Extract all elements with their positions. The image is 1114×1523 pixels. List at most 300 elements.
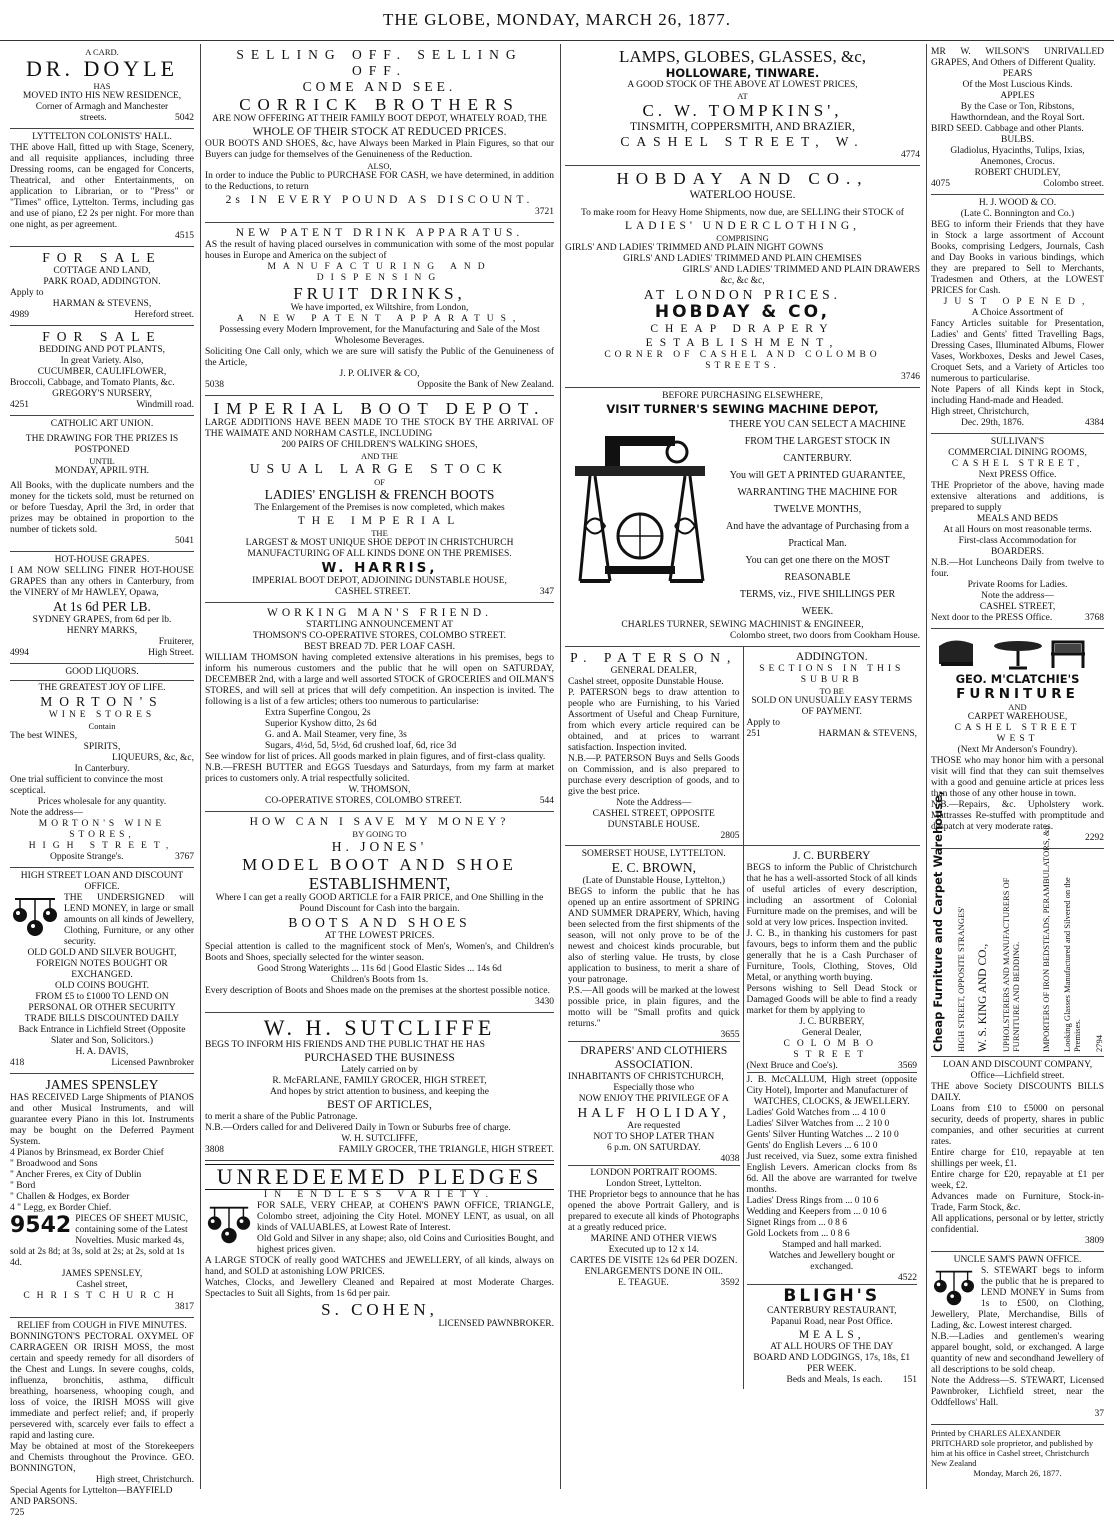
ad-text: Children's Boots from 1s. <box>330 975 429 985</box>
ad-text: to merit a share of the Public Patronage. <box>205 1112 358 1122</box>
ad-text: MOVED INTO HIS NEW RESIDENCE, <box>22 91 182 101</box>
ad-title: HOBDAY AND CO., <box>616 169 869 188</box>
ad-body: J. B. McCALLUM, High street (opposite City Hotel), Importer and Manufacturer of <box>746 1075 917 1096</box>
ad-text: ENLARGEMENTS DONE IN OIL. <box>584 1267 723 1277</box>
ad-text: CASHEL STREET. <box>335 587 411 597</box>
ad-text: STARTLING ANNOUNCEMENT AT <box>306 620 453 630</box>
ad-cough-relief <box>10 1318 194 1523</box>
ad-number: 4515 <box>175 231 194 241</box>
ad-body: THOSE who may honor him with a personal visit will find that they can suit themselves with a good and genuine article at prices less than those of any other house in town. <box>931 756 1104 799</box>
ad-number: 5041 <box>175 536 194 546</box>
ad-title: JAMES SPENSLEY <box>45 1077 159 1092</box>
ad-text: FROM £5 to £1000 TO LEND ON PERSONAL OR OTHER SECURITY <box>28 992 176 1013</box>
ad-hobday <box>565 166 920 388</box>
ad-brown <box>568 849 740 1041</box>
ad-title: FOR SALE <box>42 250 162 265</box>
ad-text: SYDNEY GRAPES, from 6d per lb. <box>32 615 172 625</box>
ad-text: APPLES <box>1000 91 1035 101</box>
ad-text: Opposite the Bank of New Zealand. <box>417 380 554 390</box>
ad-text: NOW ENJOY THE PRIVILEGE OF A <box>578 1094 729 1104</box>
ad-body: A LARGE STOCK of really good WATCHES and JEWELLERY, of all kinds, always on hand, and SOLD at astonishing LOW PRICES. <box>205 1256 554 1277</box>
ad-text: (Next Mr Anderson's Foundry). <box>957 745 1078 755</box>
ad-imperial-boot-depot <box>205 396 554 603</box>
ad-title: HOT-HOUSE GRAPES. <box>54 555 150 565</box>
ad-text: Licensed Pawnbroker <box>111 1058 194 1068</box>
ad-body: AS the result of having placed ourselves in communication with some of the most popular houses in Europe and America on the subject of <box>205 240 554 261</box>
ad-body: BEGS TO INFORM HIS FRIENDS AND THE PUBLIC THAT HE HAS <box>205 1040 485 1050</box>
ad-body: Watches, Clocks, and Jewellery Cleaned and Repaired at most Moderate Charges. Spectacles to Suit all Sights, from 1s 6d per pair. <box>205 1278 554 1299</box>
ad-text: Especially those who <box>613 1083 695 1093</box>
ad-text: High street, Christchurch. <box>95 1475 194 1485</box>
pawnbroker-balls-icon <box>10 895 60 939</box>
ad-title: GEO. M'CLATCHIE'S <box>955 672 1080 686</box>
ad-title: HIGH STREET LOAN AND DISCOUNT OFFICE. <box>20 871 184 892</box>
ad-text: Opposite Strange's. <box>50 852 124 862</box>
ad-paterson <box>565 647 743 845</box>
ad-text: AT LONDON PRICES. <box>643 287 842 302</box>
ad-text: Practical Man. <box>788 538 847 549</box>
ad-text: AND <box>1008 702 1027 712</box>
ad-text: CANTERBURY. <box>783 453 852 464</box>
ad-title: VISIT TURNER'S SEWING MACHINE DEPOT, <box>606 402 879 416</box>
imprint-text: Printed by CHARLES ALEXANDER PRITCHARD sole proprietor, and published by him at his office in Cashel street, Christchurch New Zealand <box>931 1428 1094 1468</box>
ad-title: LONDON PORTRAIT ROOMS. <box>590 1168 718 1178</box>
ad-text: Fruiterer, <box>158 637 194 647</box>
ad-text: Corner of Armagh and Manchester <box>35 102 169 112</box>
ad-text: Sugars, 4½d, 5d, 5½d, 6d crushed loaf, 6d, rice 3d <box>265 741 457 751</box>
ad-text: CASHEL STREET, W. <box>620 134 865 149</box>
ad-text: Back Entrance in Lichfield Street (Opposite Slater and Son, Solicitors.) <box>18 1025 186 1046</box>
ad-text: CHEAP DRAPERY ESTABLISHMENT, <box>645 323 840 349</box>
ad-label: A CARD. <box>85 47 119 57</box>
ad-title: UNCLE SAM'S PAWN OFFICE. <box>953 1255 1082 1265</box>
ad-text: Executed up to 12 x 14. <box>608 1245 699 1255</box>
ad-title: IMPERIAL BOOT DEPOT. <box>213 399 546 418</box>
ad-text: The Enlargement of the Premises is now completed, which makes <box>254 503 505 513</box>
ad-for-sale-plants <box>10 326 194 416</box>
ad-body: Old Gold and Silver in any shape; also, old Coins and Curiosities Bought, and highest prices given. <box>257 1234 554 1255</box>
ad-number: 3817 <box>175 1302 194 1312</box>
ad-text: THE IMPERIAL <box>297 515 462 527</box>
ad-text: By the Case or Ton, Ribstons, Hawthorndean, and the Royal Sort. <box>950 102 1085 123</box>
ad-text: Beds and Meals, 1s each. <box>786 1375 883 1385</box>
ad-text: Broccoli, Cabbage, and Tomato Plants, &c. <box>10 378 175 388</box>
pawnbroker-balls-icon <box>205 1203 253 1247</box>
ad-mclatchie <box>931 629 1104 849</box>
ad-text: WINE STORES <box>48 710 156 720</box>
ad-body: BONNINGTON'S PECTORAL OXYMEL OF CARRAGEEN OR IRISH MOSS, the most certain and speedy remedy for all disorders of the Chest and Lungs. In severe coughs, colds, influenza, bronchitis, asthma, difficult breathing, hoarseness, whooping cough, and loss of voice, the IRISH MOSS will give immediate and perfect relief; and, if properly persevered with, scarcely ever fails to effect a rapid and lasting cure. <box>10 1332 194 1441</box>
ad-text: GENERAL DEALER, <box>610 666 697 676</box>
ad-corrick-brothers <box>205 44 554 223</box>
ad-text: IMPERIAL BOOT DEPOT, ADJOINING DUNSTABLE HOUSE, <box>252 576 507 586</box>
ad-blighs <box>747 1284 918 1386</box>
ad-text: HAS <box>93 81 111 91</box>
ad-uncle-sams <box>931 1252 1104 1425</box>
ad-text: THE <box>371 528 388 538</box>
ad-text: J. P. OLIVER & CO, <box>339 369 420 379</box>
ad-text: 200 PAIRS OF CHILDREN'S WALKING SHOES, <box>281 440 478 450</box>
ad-body: Entire charge for £10, repayable at ten shillings per week, £1. <box>931 1148 1104 1169</box>
ad-mccallum <box>747 1072 918 1284</box>
ad-text: OLD GOLD AND SILVER BOUGHT, FOREIGN NOTES BOUGHT OR EXCHANGED. <box>27 948 177 980</box>
ad-number: 3430 <box>535 997 554 1007</box>
subcolumns-a <box>565 647 920 846</box>
imprint-date: Monday, March 26, 1877. <box>973 1468 1062 1478</box>
ad-title: CATHOLIC ART UNION. <box>50 419 154 429</box>
ad-text: THOMSON'S CO-OPERATIVE STORES, COLOMBO STREET. <box>252 631 507 641</box>
ad-body: S. STEWART begs to inform the public that he is prepared to LEND MONEY in Sums from 1s to £500, on Clothing, Jewellery, Plate, Merchandise, Bills of Lading, &c. Lowest interest charged. <box>931 1266 1104 1331</box>
ad-body: Just received, via Suez, some extra finished English Levers. American clocks from 8s 6d. All the above are warranted for twelve months. <box>746 1152 917 1195</box>
ad-text: BY GOING TO <box>352 829 407 839</box>
ad-text: Lately carried on by <box>341 1065 418 1075</box>
ad-text: H. A. DAVIS, <box>75 1047 129 1057</box>
ad-text: WATERLOO HOUSE. <box>689 189 796 201</box>
ad-text: London Street, Lyttelton. <box>605 1179 702 1189</box>
ad-body: WILLIAM THOMSON having completed extensive alterations in his premises, begs to inform his numerous customers and the public that he will open on SATURDAY, DECEMBER 2nd, with a large and well assorted STOCK of GROCERIES and OILMAN'S STORES, and will sell at prices that will defy competition. An inspection is invited. The following is a list of a few articles; others too numerous to particularise: <box>205 653 554 707</box>
ad-text: CASHEL STREET, <box>979 602 1056 612</box>
ad-number: 3767 <box>175 852 194 862</box>
ad-text: One trial sufficient to convince the most sceptical. <box>10 775 163 796</box>
ad-tompkins <box>565 44 920 166</box>
ad-text: WHOLE OF THEIR STOCK AT REDUCED PRICES. <box>252 126 507 138</box>
ad-text: ARE NOW OFFERING AT THEIR FAMILY BOOT DEPOT, WHATELY ROAD, THE <box>212 114 547 124</box>
ad-text: Gold Lockets from ... 0 8 6 <box>746 1229 850 1239</box>
ad-number: 4384 <box>1085 418 1104 428</box>
ad-hothouse-grapes <box>10 552 194 664</box>
ad-text: MEALS, <box>798 1329 865 1341</box>
ad-sullivans <box>931 434 1104 629</box>
ad-text: streets. <box>80 113 107 123</box>
ad-text: MEALS AND BEDS <box>976 514 1059 524</box>
ad-text: CASHEL STREET WEST <box>954 723 1081 744</box>
subcolumns-b <box>565 846 920 1389</box>
ad-drink-apparatus <box>205 223 554 396</box>
ad-text: HENRY MARKS, <box>66 626 138 636</box>
ad-wilson-grapes <box>931 44 1104 195</box>
ad-number: 3721 <box>535 207 554 217</box>
ad-body: LARGE ADDITIONS HAVE BEEN MADE TO THE STOCK BY THE ARRIVAL OF THE WAIMATE AND NORHAM CASTLE, INCLUDING <box>205 418 554 439</box>
ad-text: HARMAN & STEVENS, <box>52 299 152 309</box>
ad-body: PIECES OF SHEET MUSIC, containing some of the Latest Novelties. Music marked 4s, sold at 2s 8d; at 3s, sold at 2s; at 2s, sold at 1s 4d. <box>10 1214 189 1268</box>
ad-text: TINSMITH, COPPERSMITH, AND BRAZIER, <box>630 121 855 133</box>
ad-text: ESTABLISHMENT, <box>308 874 451 893</box>
ad-text: Apply to <box>10 288 44 298</box>
ad-text: Gents' do English Levers ... 6 10 0 <box>746 1141 878 1151</box>
ad-text: Cashel street, opposite Dunstable House. <box>568 677 724 687</box>
ad-body: N.B.—Ladies and gentlemen's wearing apparel bought, sold, or exchanged. A large quantity of new and secondhand Jewellery of all descriptions to be sold cheap. <box>931 1332 1104 1375</box>
ad-title: RELIEF from COUGH in FIVE MINUTES. <box>17 1321 187 1331</box>
ad-text: ROBERT CHUDLEY, <box>974 168 1061 178</box>
ad-text: LADIES' UNDERCLOTHING, <box>624 220 861 232</box>
ad-text: " Broadwood and Sons <box>10 1159 98 1169</box>
ad-text: UPHOLSTERERS AND MANUFACTURERS OF FURNITURE AND BEDDING. <box>1000 877 1021 1052</box>
ad-text: 2s IN EVERY POUND AS DISCOUNT. <box>225 194 534 206</box>
subcolumn-left <box>565 846 743 1389</box>
ad-number: 5038 <box>205 380 224 390</box>
ad-text: BEDDING AND POT PLANTS, <box>39 345 165 355</box>
ad-text: The best WINES, <box>10 731 78 741</box>
ad-text: BULBS. <box>1001 135 1034 145</box>
ad-text: CASHEL STREET, <box>951 459 1084 469</box>
ad-text: COME AND SEE. <box>302 79 457 94</box>
ad-high-street-loan <box>10 868 194 1074</box>
ad-text: THE GREATEST JOY OF LIFE. <box>10 680 194 694</box>
ad-text: H. JONES' <box>331 839 428 854</box>
ad-body: Loans from £10 to £5000 on personal security, deeds of property, shares in public companies, and other securities at current rates. <box>931 1104 1104 1147</box>
ad-title: Cheap Furniture and Carpet Warehouse, <box>931 790 945 1052</box>
ad-text: S. COHEN, <box>321 1300 438 1319</box>
ad-text: BOARDERS. <box>990 547 1045 557</box>
ad-text: First-class Accommodation for <box>958 536 1077 546</box>
ad-working-mans-friend <box>205 603 554 812</box>
ad-text: CARTES DE VISITE 12s 6d PER DOZEN. <box>570 1256 738 1266</box>
ad-text: MORTON'S WINE STORES, <box>38 819 166 840</box>
ad-number: 347 <box>539 587 554 597</box>
ad-text: Note the Address— <box>616 798 692 808</box>
ad-text: CHRISTCHURCH <box>23 1291 181 1301</box>
ad-body: OUR BOOTS AND SHOES, &c, have Always been Marked in Plain Figures, so that our Buyers can judge for themselves of the Genuineness of the Reduction. <box>205 139 554 160</box>
ad-body: THE Proprietor of the above, having made extensive alterations and additions, is prepared to supply <box>931 481 1104 513</box>
ad-text: UNTIL <box>89 456 115 466</box>
ad-text: LICENSED PAWNBROKER. <box>438 1319 554 1329</box>
ad-body: BEG to inform their Friends that they have in Stock a large assortment of Account Books, comprising Ledgers, Journals, Cash and Day Books in various bindings, which they are prepared to Sell to Merchants, Tradesmen and Others, at the LOWEST PRICES for Cash. <box>931 220 1104 296</box>
ad-text: JUST OPENED, <box>943 297 1092 307</box>
ad-body: To make room for Heavy Home Shipments, now due, are SELLING their STOCK of <box>581 208 904 218</box>
ad-text: FAMILY GROCER, THE TRIANGLE, HIGH STREET. <box>338 1145 554 1155</box>
ad-body: Note Papers of all Kinds kept in Stock, including Hand-made and Headed. <box>931 385 1104 406</box>
ad-text: Of the Most Luscious Kinds. <box>962 80 1073 90</box>
ad-number: 3809 <box>1085 1236 1104 1246</box>
ad-text: CARPET WAREHOUSE, <box>967 712 1068 722</box>
ad-body: In order to induce the Public to PURCHASE FOR CASH, we have determined, in addition to the Reductions, to return <box>205 171 554 192</box>
ad-text: PEARS <box>1002 69 1033 79</box>
ad-text: Looking Glasses Manufactured and Silvered on the Premises. <box>1061 877 1082 1052</box>
ad-text: HARMAN & STEVENS, <box>818 729 917 739</box>
ad-text: Windmill road. <box>136 400 194 410</box>
ad-text: Note the address— <box>10 808 83 818</box>
ad-text: MARINE AND OTHER VIEWS <box>590 1234 717 1244</box>
ad-text: Possessing every Modern Improvement, for the Manufacturing and Sale of the Most Wholesome Beverages. <box>219 325 540 346</box>
ad-text: CHARLES TURNER, SEWING MACHINIST & ENGINEER, <box>621 620 864 630</box>
ad-text: AT THE LOWEST PRICES. <box>324 931 435 941</box>
ad-number: 4989 <box>10 310 29 320</box>
ad-text: &c, &c &c, <box>720 276 765 286</box>
ad-text: BEST OF ARTICLES, <box>327 1099 432 1111</box>
ad-text: E. C. BROWN, <box>611 860 696 875</box>
ad-text: Hereford street. <box>134 310 194 320</box>
ad-text: CANTERBURY RESTAURANT, <box>766 1306 897 1316</box>
ad-number: 4038 <box>720 1154 740 1164</box>
ad-title: ADDINGTON. <box>795 651 868 663</box>
ad-title: SOMERSET HOUSE, LYTTELTON. <box>581 849 726 859</box>
ad-number: 5042 <box>175 113 194 123</box>
ad-text: Dec. 29th, 1876. <box>961 418 1025 428</box>
ad-body: FOR SALE, VERY CHEAP, at COHEN'S PAWN OFFICE, TRIANGLE, Colombo street, adjoining the City Hotel. MONEY LENT, as usual, on all kinds of VALUABLES, at Lowest Rate of Interest. <box>257 1201 554 1233</box>
ad-title: DRAPERS' AND CLOTHIERS ASSOCIATION. <box>580 1045 728 1071</box>
ad-text: CUCUMBER, CAULIFLOWER, <box>37 367 167 377</box>
ad-text: Special Agents for Lyttelton—BAYFIELD AND PARSONS. <box>10 1486 173 1507</box>
ad-text: " Ancher Freres, ex City of Dublin <box>10 1170 142 1180</box>
ad-text: IN ENDLESS VARIETY. <box>264 1190 495 1200</box>
ad-art-union <box>10 416 194 552</box>
ad-loan-discount <box>931 1057 1104 1252</box>
ad-text: Cashel street, <box>76 1280 128 1290</box>
ad-text: High Street. <box>148 648 194 658</box>
ad-text: A Choice Assortment of <box>971 308 1064 318</box>
ad-text: MODEL BOOT AND SHOE <box>242 855 517 874</box>
ad-text: Signet Rings from ... 0 8 6 <box>746 1218 848 1228</box>
ad-text: Papanui Road, near Post Office. <box>770 1317 893 1327</box>
ad-text: PURCHASED THE BUSINESS <box>304 1052 455 1064</box>
ad-text: Good Strong Waterights ... 11s 6d | Good Elastic Sides ... 14s 6d <box>257 964 502 974</box>
ad-body: BEGS to inform the Public of Christchurch that he has a well-assorted Stock of all kinds of useful articles of every description, including an assortment of Colonial Furniture made on the premises, and will be sold at very low prices. Inspection invited. <box>746 863 917 928</box>
ad-number: 4522 <box>898 1273 917 1283</box>
ad-title: LOAN AND DISCOUNT COMPANY, <box>942 1060 1093 1070</box>
ad-text: ALSO, <box>367 161 392 171</box>
ad-title: MORTON'S <box>40 694 164 709</box>
ad-body: THE UNDERSIGNED will LEND MONEY, in large or small amounts on all kinds of Jewellery, Clothing, Furniture, or any other security. <box>64 893 194 947</box>
ad-text: SELLING OFF. SELLING OFF. <box>236 47 523 78</box>
ad-number: 3808 <box>205 1145 224 1155</box>
ad-text: We have imported, ex Wiltshire, from London, <box>290 303 469 313</box>
ad-brand-name: W. HARRIS, <box>321 560 438 576</box>
ad-text: Wedding and Keepers from ... 0 10 6 <box>746 1207 887 1217</box>
ad-text: Colombo street. <box>1043 179 1104 189</box>
ad-text: General Dealer, <box>801 1028 862 1038</box>
ad-text: BEST BREAD 7D. PER LOAF CASH. <box>303 642 456 652</box>
ad-text: A GOOD STOCK OF THE ABOVE AT LOWEST PRICES, <box>627 80 858 90</box>
ad-text: J. C. BURBERY, <box>799 1017 865 1027</box>
ad-title: DR. DOYLE <box>25 56 179 81</box>
ad-text: THE DRAWING FOR THE PRIZES IS POSTPONED <box>25 434 179 455</box>
ad-body: P. PATERSON begs to draw attention to people who are Furnishing, to his Varied Assortment of Useful and Cheap Furniture, from which every article required can be obtained, and at prices to warrant satisfaction. Inspection invited. <box>568 688 740 753</box>
ad-text: Next door to the PRESS Office. <box>931 613 1053 623</box>
ad-text: And have the advantage of Purchasing from a <box>726 521 909 532</box>
ad-number: 2794 <box>1094 1035 1104 1052</box>
ad-text: LARGEST & MOST UNIQUE SHOE DEPOT IN CHRISTCHURCH <box>245 538 514 548</box>
ad-number: 2805 <box>720 831 740 841</box>
ad-body: All Books, with the duplicate numbers and the money for the tickets sold, must be returned on or before Tuesday, April the 3rd, in order that prizes may be obtained in proportion to the number of tickets sold. <box>10 481 194 535</box>
ad-portrait-rooms <box>568 1165 740 1289</box>
ad-for-sale-cottage <box>10 247 194 326</box>
ad-price: At 1s 6d PER LB. <box>53 599 151 614</box>
ad-text: 6 p.m. ON SATURDAY. <box>607 1143 701 1153</box>
ad-body: INHABITANTS OF CHRISTCHURCH, <box>568 1072 724 1082</box>
ad-big-number: 9542 <box>10 1213 72 1238</box>
ad-text: FRUIT DRINKS, <box>293 284 466 303</box>
ad-text: TWELVE MONTHS, <box>773 504 862 515</box>
ad-text: N.B.—Orders called for and Delivered Daily in Town or Suburbs free of charge. <box>205 1123 511 1133</box>
ad-text: WATCHES, CLOCKS, & JEWELLERY. <box>753 1097 910 1107</box>
ad-text: You can get one there on the MOST REASONABLE <box>745 555 890 583</box>
ad-text: GIRLS' AND LADIES' TRIMMED AND PLAIN DRAWERS <box>682 265 920 275</box>
ad-text: (Late C. Bonnington and Co.) <box>960 209 1075 219</box>
ad-text: BEFORE PURCHASING ELSEWHERE, <box>662 391 823 401</box>
ad-text: TRADE BILLS DISCOUNTED DAILY <box>24 1014 180 1024</box>
ad-text: In great Variety. Also, <box>60 356 144 366</box>
ad-turner-sewing <box>565 388 920 647</box>
ad-text: WARRANTING THE MACHINE FOR <box>737 487 898 498</box>
ad-text: Contain <box>88 721 116 731</box>
ad-body: Note the Address—S. STEWART, Licensed Pawnbroker, Lichfield street, near the Oddfellows' Hall. <box>931 1376 1104 1408</box>
ad-text: AT ALL HOURS OF THE DAY <box>770 1342 894 1352</box>
ad-body: Persons wishing to Sell Dead Stock or Damaged Goods will be able to find a ready market for them by applying to <box>746 984 917 1016</box>
ad-body: N.B.—P. PATERSON Buys and Sells Goods on Commission, and is also prepared to purchase every description of goods, and to give the best price. <box>568 754 740 797</box>
ad-text: Colombo street, two doors from Cookham House. <box>730 631 920 641</box>
ad-text: TERMS, viz., FIVE SHILLINGS PER <box>739 589 896 600</box>
ad-text: SPIRITS, <box>83 742 121 752</box>
ad-text: Note the address— <box>981 591 1054 601</box>
ad-text: AT <box>737 91 748 101</box>
ad-text: And hopes by strict attention to business, and keeping the <box>270 1087 489 1097</box>
ad-body: Advances made on Furniture, Stock-in-Trade, Farm Stock, &c. <box>931 1192 1104 1213</box>
ad-text: G. and A. Mail Steamer, very fine, 3s <box>265 730 407 740</box>
ad-text: Ladies' Dress Rings from ... 0 10 6 <box>746 1196 879 1206</box>
ad-text: THERE YOU CAN SELECT A MACHINE <box>729 419 906 430</box>
ad-number: 4994 <box>10 648 29 658</box>
ad-text: USUAL LARGE STOCK <box>249 461 510 476</box>
ad-number: 37 <box>1094 1409 1104 1419</box>
ad-text: Apply to <box>746 718 781 728</box>
ad-drapers-association <box>568 1041 740 1165</box>
furniture-illustration <box>933 632 1103 672</box>
ad-body: Every description of Boots and Shoes made on the premises at the shortest possible notice. <box>205 986 550 996</box>
ad-number: 151 <box>902 1375 917 1385</box>
ad-text: W. H. SUTCLIFFE, <box>341 1134 418 1144</box>
ad-text: OF <box>374 477 385 487</box>
ad-body: May be obtained at most of the Storekeepers and Chemists throughout the Province. GEO. BONNINGTON, <box>10 1442 194 1474</box>
printer-imprint <box>931 1425 1104 1482</box>
ad-body: THE above Society DISCOUNTS BILLS DAILY. <box>931 1082 1104 1103</box>
ad-title: HOW CAN I SAVE MY MONEY? <box>249 816 510 828</box>
ad-text: Next PRESS Office. <box>978 470 1057 480</box>
ad-text: WEEK. <box>801 606 834 617</box>
ad-text: Office—Lichfield street. <box>970 1071 1065 1081</box>
ad-text: FROM THE LARGEST STOCK IN <box>744 436 891 447</box>
ad-text: 4 " Legg, ex Border Chief. <box>10 1203 112 1213</box>
ad-title: H. J. WOOD & CO. <box>978 198 1057 208</box>
ad-text: CORNER OF CASHEL AND COLOMBO STREETS. <box>604 350 881 371</box>
ad-text: Ladies' Gold Watches from ... 4 10 0 <box>746 1108 886 1118</box>
ad-burbery <box>747 849 918 1072</box>
ad-body: Fancy Articles suitable for Presentation, Ladies' and Gents' fitted Travelling Bags, Dressing Cases, Illuminated Albums, Flower Vases, Workboxes, Desks and Jewel Cases, Croquet Sets, and a Variety of Articles too numerous to particularise. <box>931 319 1104 384</box>
ad-unredeemed-pledges <box>205 1161 554 1334</box>
ad-number: 725 <box>10 1508 25 1518</box>
ad-text: LADIES' ENGLISH & FRENCH BOOTS <box>264 487 495 502</box>
ad-text: A NEW PATENT APPARATUS, <box>236 314 523 324</box>
ad-text: HOLLOWARE, TINWARE. <box>665 66 820 80</box>
ad-title: NEW PATENT DRINK APPARATUS. <box>235 227 524 239</box>
ad-text: BOARD AND LODGINGS, 17s, 18s, £1 PER WEEK. <box>753 1353 911 1374</box>
ad-text: 4 Pianos by Brinsmead, ex Border Chief <box>10 1148 164 1158</box>
ad-number: 3569 <box>898 1061 917 1071</box>
ad-brand-name: HOBDAY & CO, <box>654 302 831 322</box>
column-3 <box>560 44 924 1489</box>
ad-number: 3592 <box>720 1278 740 1288</box>
ad-text: Where I can get a really GOOD ARTICLE for a FAIR PRICE, and One Shilling in the Pound Discount for Cash into the bargain. <box>215 893 544 914</box>
ad-body: I AM NOW SELLING FINER HOT-HOUSE GRAPES than any others in Canterbury, from the VINERY of Mr HAWLEY, Opawa, <box>10 566 194 598</box>
ad-text: W. S. KING AND CO., <box>977 943 989 1052</box>
ad-number: 3768 <box>1085 613 1104 623</box>
ad-text: " Bord <box>10 1181 36 1191</box>
ad-text: TO BE <box>819 686 844 696</box>
ad-text: FURNITURE <box>956 686 1079 702</box>
ad-number: 3746 <box>901 372 920 382</box>
ad-text: IMPORTERS OF IRON BEDSTEADS, PERAMBULATORS, &c <box>1041 825 1051 1052</box>
ad-text: COMPRISING <box>716 233 769 243</box>
ad-text: (Next Bruce and Coe's). <box>746 1061 838 1071</box>
ad-text: HIGH STREET, <box>28 841 176 851</box>
